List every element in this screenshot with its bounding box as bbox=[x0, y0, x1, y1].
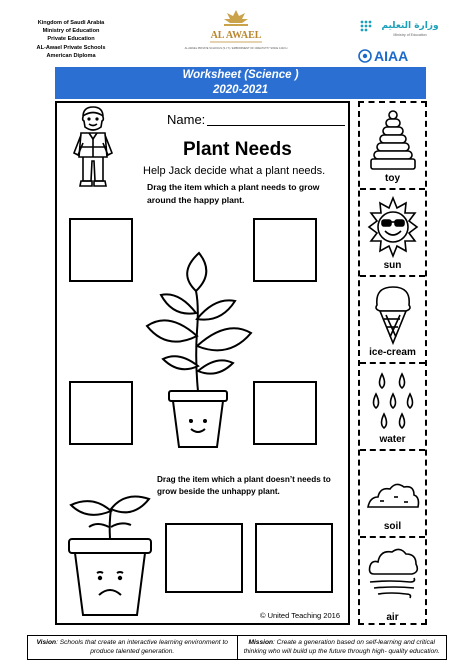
worksheet-title: Plant Needs bbox=[183, 139, 292, 160]
ministry-subtext: Ministry of Education bbox=[393, 33, 427, 37]
instruction-happy: Drag the item which a plant needs to grow around the happy plant. bbox=[147, 182, 320, 205]
item-label: air bbox=[386, 612, 399, 623]
item-label: soil bbox=[383, 521, 402, 532]
jack-boy-icon bbox=[71, 105, 115, 189]
item-column bbox=[358, 101, 427, 625]
school-line: Kingdom of Saudi Arabia bbox=[37, 20, 105, 26]
mission-label: Mission bbox=[248, 639, 274, 646]
copyright-text: © United Teaching 2016 bbox=[259, 611, 340, 620]
al-awael-logo bbox=[184, 8, 288, 64]
item-label: toy bbox=[385, 173, 400, 184]
worksheet-panel bbox=[55, 101, 350, 625]
soil-mound-icon bbox=[366, 457, 420, 519]
drop-box-happy-4[interactable] bbox=[253, 381, 317, 445]
school-line: AL-Awael Private Schools bbox=[36, 44, 106, 51]
water-drops-icon bbox=[368, 370, 418, 432]
happy-plant-icon bbox=[139, 251, 257, 451]
logo-subtext: AL AWAEL PRIVATE SCHOOLS (S.I.T) / EMBODIMENT OF CREATIVITY SINCE 1432 H bbox=[184, 47, 288, 50]
accred-text: AIAA bbox=[374, 48, 409, 64]
item-label: water bbox=[379, 434, 406, 445]
ring-stack-toy-icon bbox=[368, 109, 418, 173]
instruction-unhappy: Drag the item which a plant doesn’t needs to grow beside the unhappy plant. bbox=[157, 475, 331, 496]
school-line: American Diploma bbox=[46, 52, 96, 59]
vision-label: Vision bbox=[36, 639, 57, 646]
footer bbox=[27, 635, 447, 660]
ice-cream-icon bbox=[368, 283, 418, 345]
wind-cloud-icon bbox=[366, 544, 420, 608]
mission-statement bbox=[238, 636, 447, 659]
item-card-water[interactable] bbox=[360, 364, 425, 451]
sun-icon bbox=[368, 196, 418, 258]
banner-title: Worksheet (Science ) bbox=[182, 69, 299, 81]
ministry-text: وزارة التعليم bbox=[381, 21, 439, 31]
drop-box-happy-2[interactable] bbox=[253, 218, 317, 282]
item-card-air[interactable] bbox=[360, 538, 425, 627]
vision-statement bbox=[28, 636, 238, 659]
worksheet-subtitle: Help Jack decide what a plant needs. bbox=[143, 165, 326, 177]
vision-text: : Schools that create an interactive learning environment to produce talented generation. bbox=[56, 639, 228, 655]
unhappy-plant-icon bbox=[63, 487, 157, 619]
drop-box-happy-3[interactable] bbox=[69, 381, 133, 445]
item-label: sun bbox=[383, 260, 402, 271]
name-input-line[interactable] bbox=[207, 125, 345, 126]
worksheet-banner bbox=[55, 67, 426, 99]
item-card-toy[interactable] bbox=[360, 103, 425, 190]
item-card-soil[interactable] bbox=[360, 451, 425, 538]
item-card-ice-cream[interactable] bbox=[360, 277, 425, 364]
item-card-sun[interactable] bbox=[360, 190, 425, 277]
school-line: Ministry of Education bbox=[42, 28, 100, 35]
school-info bbox=[30, 19, 112, 60]
drop-box-unhappy-2[interactable] bbox=[255, 523, 333, 593]
drop-box-happy-1[interactable] bbox=[69, 218, 133, 282]
logo-text: AL AWAEL bbox=[210, 30, 262, 41]
name-label: Name: bbox=[167, 112, 206, 127]
school-line: Private Education bbox=[47, 36, 95, 43]
ministry-logo bbox=[356, 16, 440, 66]
item-label: ice-cream bbox=[369, 347, 416, 358]
mission-text: : Create a generation based on self-learning and critical thinking who will build up the future through high- quality education. bbox=[243, 639, 440, 655]
drop-box-unhappy-1[interactable] bbox=[165, 523, 243, 593]
banner-year: 2020-2021 bbox=[213, 84, 268, 96]
